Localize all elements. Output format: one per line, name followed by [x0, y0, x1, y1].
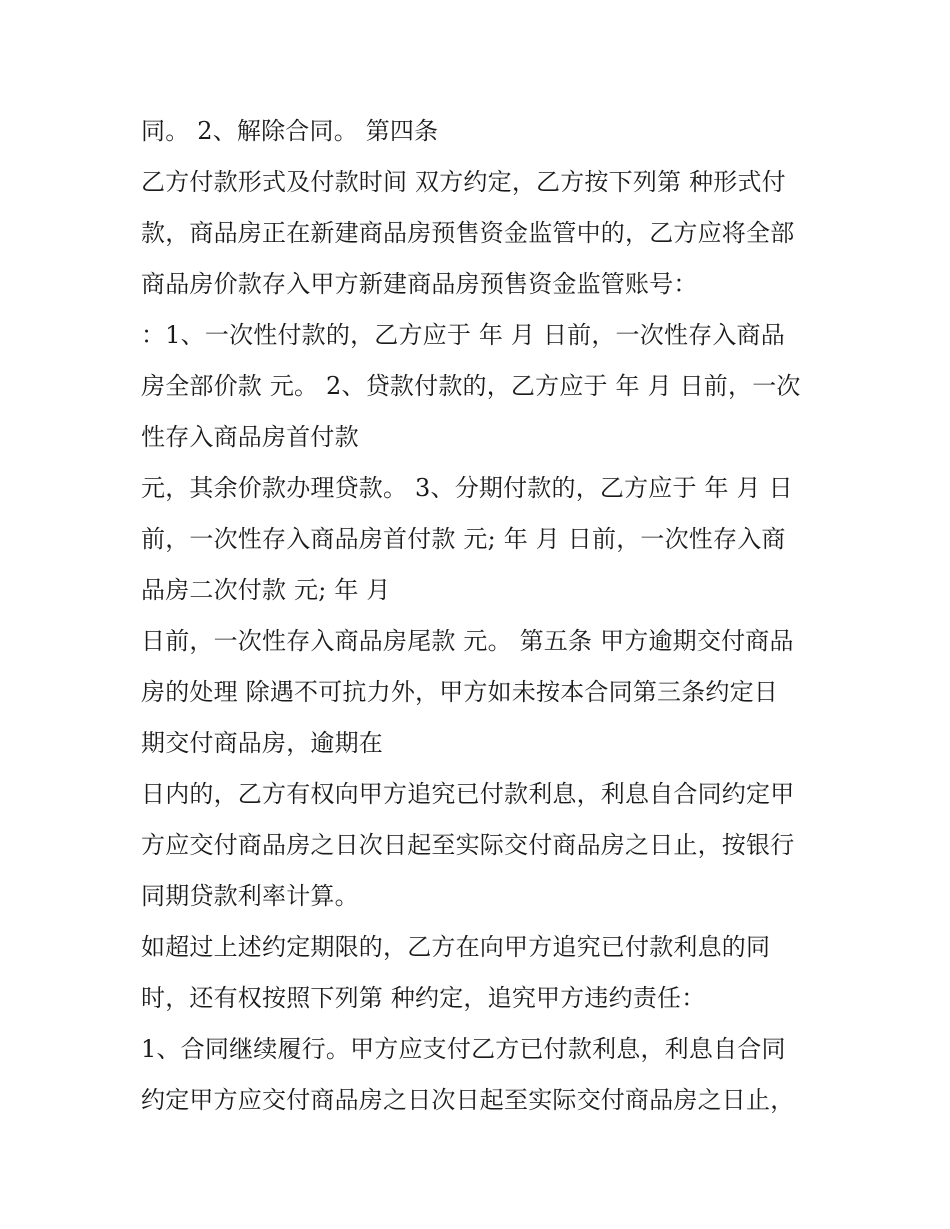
document-body — [141, 106, 821, 1126]
text-line: 日内的，乙方有权向甲方追究已付款利息，利息自合同约定甲 — [141, 780, 795, 808]
text-line: 品房二次付款 元; 年 月 — [141, 576, 391, 604]
text-line: 性存入商品房首付款 — [141, 423, 359, 451]
text-line: 房全部价款 元。 2、贷款付款的，乙方应于 年 月 日前，一次 — [141, 372, 801, 400]
text-line: ：1、一次性付款的，乙方应于 年 月 日前，一次性存入商品 — [141, 321, 785, 349]
text-line: 商品房价款存入甲方新建商品房预售资金监管账号： — [141, 270, 698, 298]
text-line: 同期贷款利率计算。 — [141, 882, 359, 910]
text-line: 房的处理 除遇不可抗力外，甲方如未按本合同第三条约定日 — [141, 678, 779, 706]
text-line: 如超过上述约定期限的，乙方在向甲方追究已付款利息的同 — [141, 933, 771, 961]
text-line: 时，还有权按照下列第 种约定，追究甲方违约责任： — [141, 984, 706, 1012]
text-line: 1、合同继续履行。甲方应支付乙方已付款利息，利息自合同 — [141, 1035, 786, 1063]
text-line: 同。 2、解除合同。 第四条 — [141, 117, 439, 145]
text-line: 乙方付款形式及付款时间 双方约定，乙方按下列第 种形式付 — [141, 168, 786, 196]
text-line: 方应交付商品房之日次日起至实际交付商品房之日止，按银行 — [141, 831, 795, 859]
text-line: 前，一次性存入商品房首付款 元; 年 月 日前，一次性存入商 — [141, 525, 786, 553]
text-line: 元，其余价款办理贷款。 3、分期付款的，乙方应于 年 月 日 — [141, 474, 793, 502]
text-line: 日前，一次性存入商品房尾款 元。 第五条 甲方逾期交付商品 — [141, 627, 794, 655]
text-line: 约定甲方应交付商品房之日次日起至实际交付商品房之日止， — [141, 1086, 795, 1114]
text-line: 款，商品房正在新建商品房预售资金监管中的，乙方应将全部 — [141, 219, 795, 247]
text-line: 期交付商品房，逾期在 — [141, 729, 383, 757]
